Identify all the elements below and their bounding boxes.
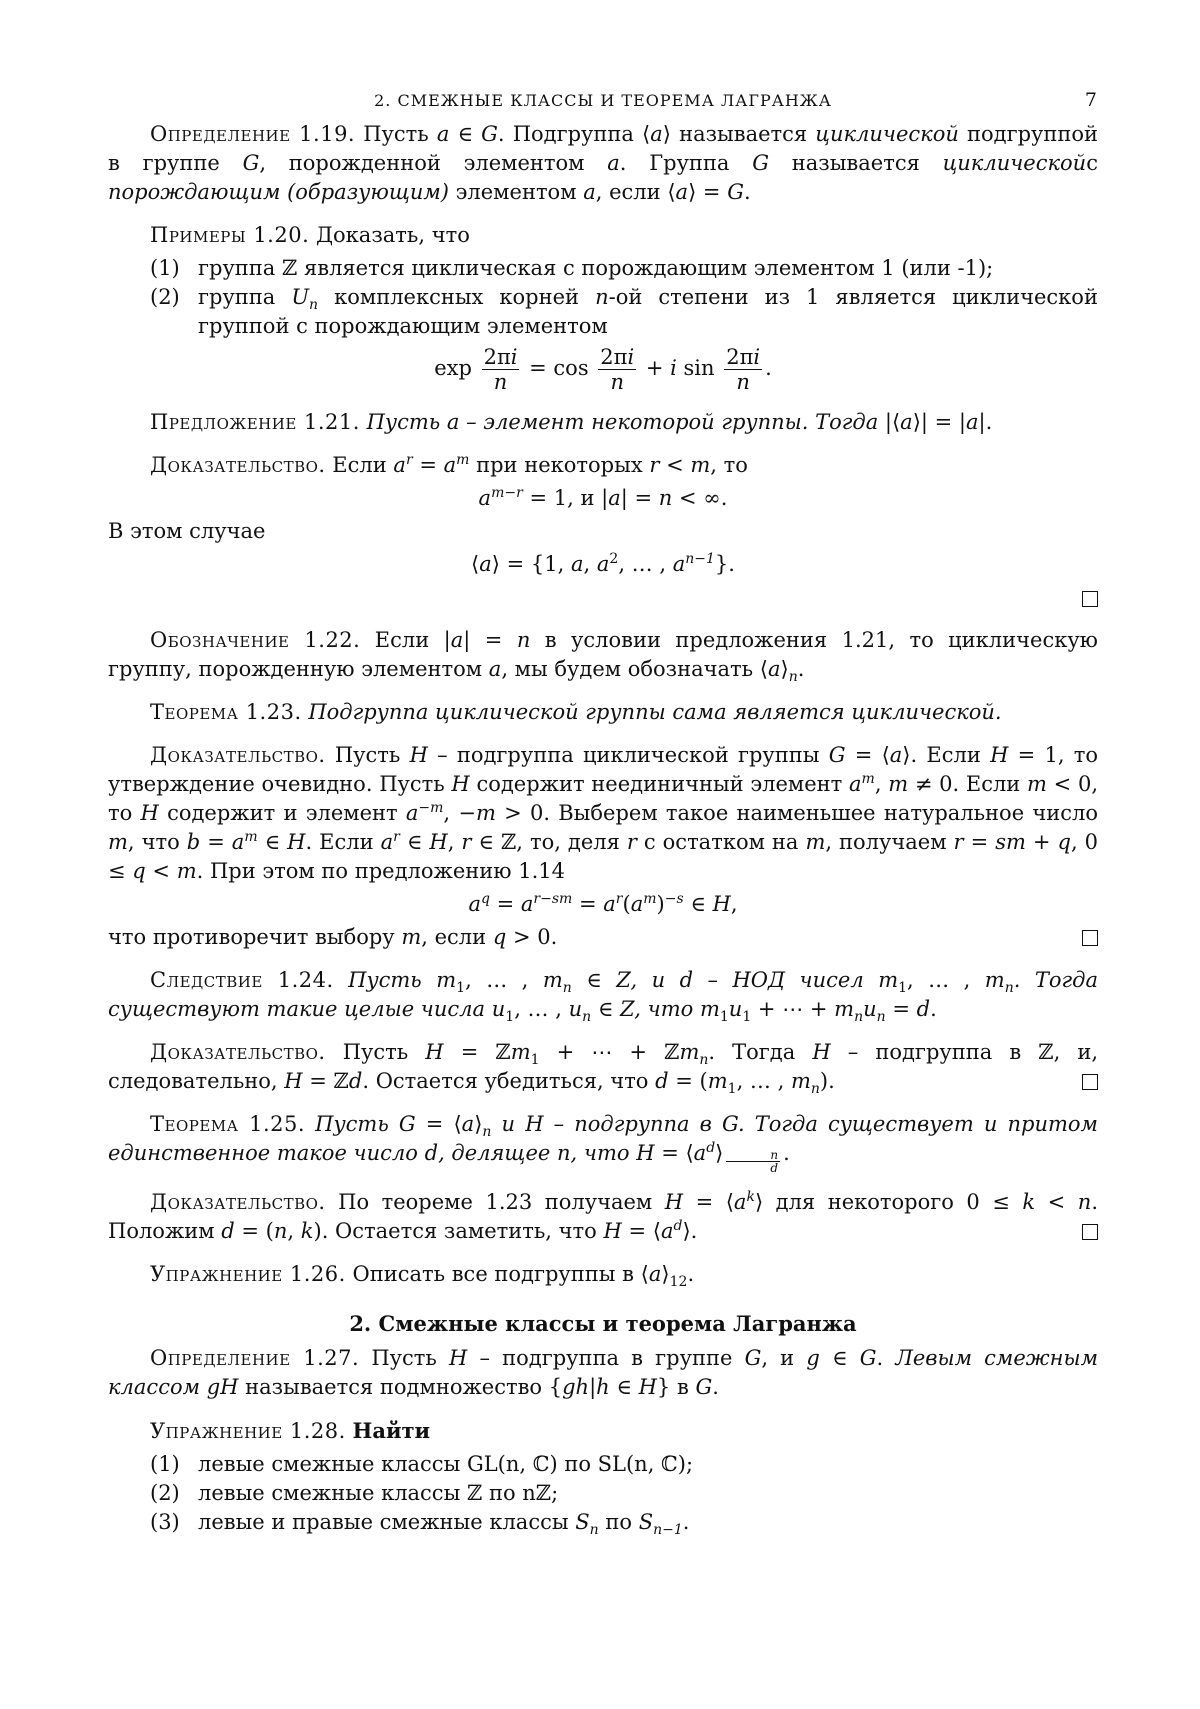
examples-1-20: Примеры 1.20. Доказать, что [150,223,470,247]
running-header [108,86,1098,116]
qed-mark [1082,1074,1098,1090]
list-item: (2) левые смежные классы ℤ по nℤ; [150,1480,559,1505]
proof-1-25: Доказательство. По теореме 1.23 получаем $H = ⟨a^k⟩$ для некоторого 0 ≤ k < n. Положим d = (n, k). Остается заметить, что $H = ⟨a^d⟩$. [108,1188,1098,1243]
definition-1-19: Определение 1.19. Пусть a ∈ G. Подгруппа ⟨a⟩ называется циклической подгруппой в группе G, порожденной элементом a. Группа G называется циклическойс порождающим (образующим) элементом a, если ⟨a⟩ = G. [108,122,1099,204]
exercise-1-28: Упражнение 1.28. Найти [150,1417,431,1443]
definition-1-27: Определение 1.27. Пусть H – подгруппа в группе G, и g ∈ G. Левым смежным классом gH называется подмножество {gh|h ∈ H} в G. [108,1345,1098,1399]
formula-cyclic-set: ⟨a⟩ = {1, a, $a^2$, … , $a^{n-1}$}. [471,551,735,576]
proof-1-21: Доказательство. Если $a^r = a^m$ при некоторых r < m, то [150,452,748,477]
page-number: 7 [1084,89,1098,111]
section-title: 2. Смежные классы и теорема Лагранжа [349,1310,857,1336]
exercise-1-28-list [108,1450,1098,1537]
notation-1-22: Обозначение 1.22. Если |a| = n в условии предложения 1.21, то циклическую группу, порожденную элементом a, мы будем обозначать $⟨a⟩_n$. [108,628,1098,686]
formula-order: $a^{m-r} = 1$, и |a| = n < ∞. [478,485,728,510]
proof-1-21-cont: В этом случае [108,519,266,543]
formula-exp: exp $\frac{2\pi i}{n}$ = cos $\frac{2\pi i}{n}$ + i sin $\frac{2\pi i}{n}$ . [434,345,772,394]
proposition-1-21: Предложение 1.21. Пусть a – элемент некоторой группы. Тогда |⟨a⟩| = |a|. [150,410,993,434]
corollary-1-24: Следствие 1.24. Пусть $m_1$, … , $m_n$ ∈ Z, и d – НОД чисел $m_1$, … , $m_n$. Тогда существуют такие целые числа $u_1$, … , $u_n$ ∈ Z, что $m_1u_1$ + ⋯ + $m_nu_n = d$. [108,968,1098,1026]
theorem-1-23: Теорема 1.23. Подгруппа циклической группы сама является циклической. [150,700,1002,724]
proof-1-23: Доказательство. Пусть H – подгруппа циклической группы G = ⟨a⟩. Если H = 1, то утверждение очевидно. Пусть H содержит неединичный элемент $a^m$, m ≠ 0. Если m < 0, то H содержит и элемент $a^{-m}$, −m > 0. Выберем такое наименьшее натуральное число m, что $b = a^m$ ∈ H. Если $a^r$ ∈ H, r ∈ ℤ, то, деля r с остатком на m, получаем r = sm + q, 0 ≤ q < m. При этом по предложению 1.14 [108,743,1099,883]
header-title: 2. СМЕЖНЫЕ КЛАССЫ И ТЕОРЕМА ЛАГРАНЖА [374,91,832,110]
list-item: (3) левые и правые смежные классы $S_n$ по $S_{n-1}$. [150,1509,690,1538]
formula-remainder: $a^q = a^{r-sm} = a^r(a^m)^{-s}$ ∈ H, [468,891,738,916]
proof-1-24: Доказательство. Пусть H = ℤm$_1$ + ⋯ + ℤm$_n$. Тогда H – подгруппа в ℤ, и, следовательно, H = ℤd. Остается убедиться, что $d = (m_1$, … , $m_n$). [108,1040,1099,1098]
document-page [108,86,1098,1537]
list-item: (2) группа $U_n$ комплексных корней n-ой степени из 1 является циклической группой с порождающим элементом [150,285,1098,338]
qed-mark [1082,930,1098,946]
qed-mark [1082,1224,1098,1240]
theorem-1-25: Теорема 1.25. Пусть $G = ⟨a⟩_n$ и H – подгруппа в G. Тогда существует и притом единственное такое число d, делящее n, что $H = ⟨a^d⟩$ $_{\frac{n}{d}}$ . [108,1112,1098,1175]
list-item: (1) левые смежные классы GL(n, ℂ) по SL(n, ℂ); [150,1451,694,1476]
examples-1-20-list [108,254,1098,341]
qed-mark [108,583,1098,612]
list-item: (1) группа ℤ является циклическая с порождающим элементом 1 (или -1); [150,256,994,280]
exercise-1-26: Упражнение 1.26. Описать все подгруппы в $⟨a⟩_{12}$. [150,1261,695,1290]
proof-1-23-end: что противоречит выбору m, если q > 0. [108,923,1098,952]
